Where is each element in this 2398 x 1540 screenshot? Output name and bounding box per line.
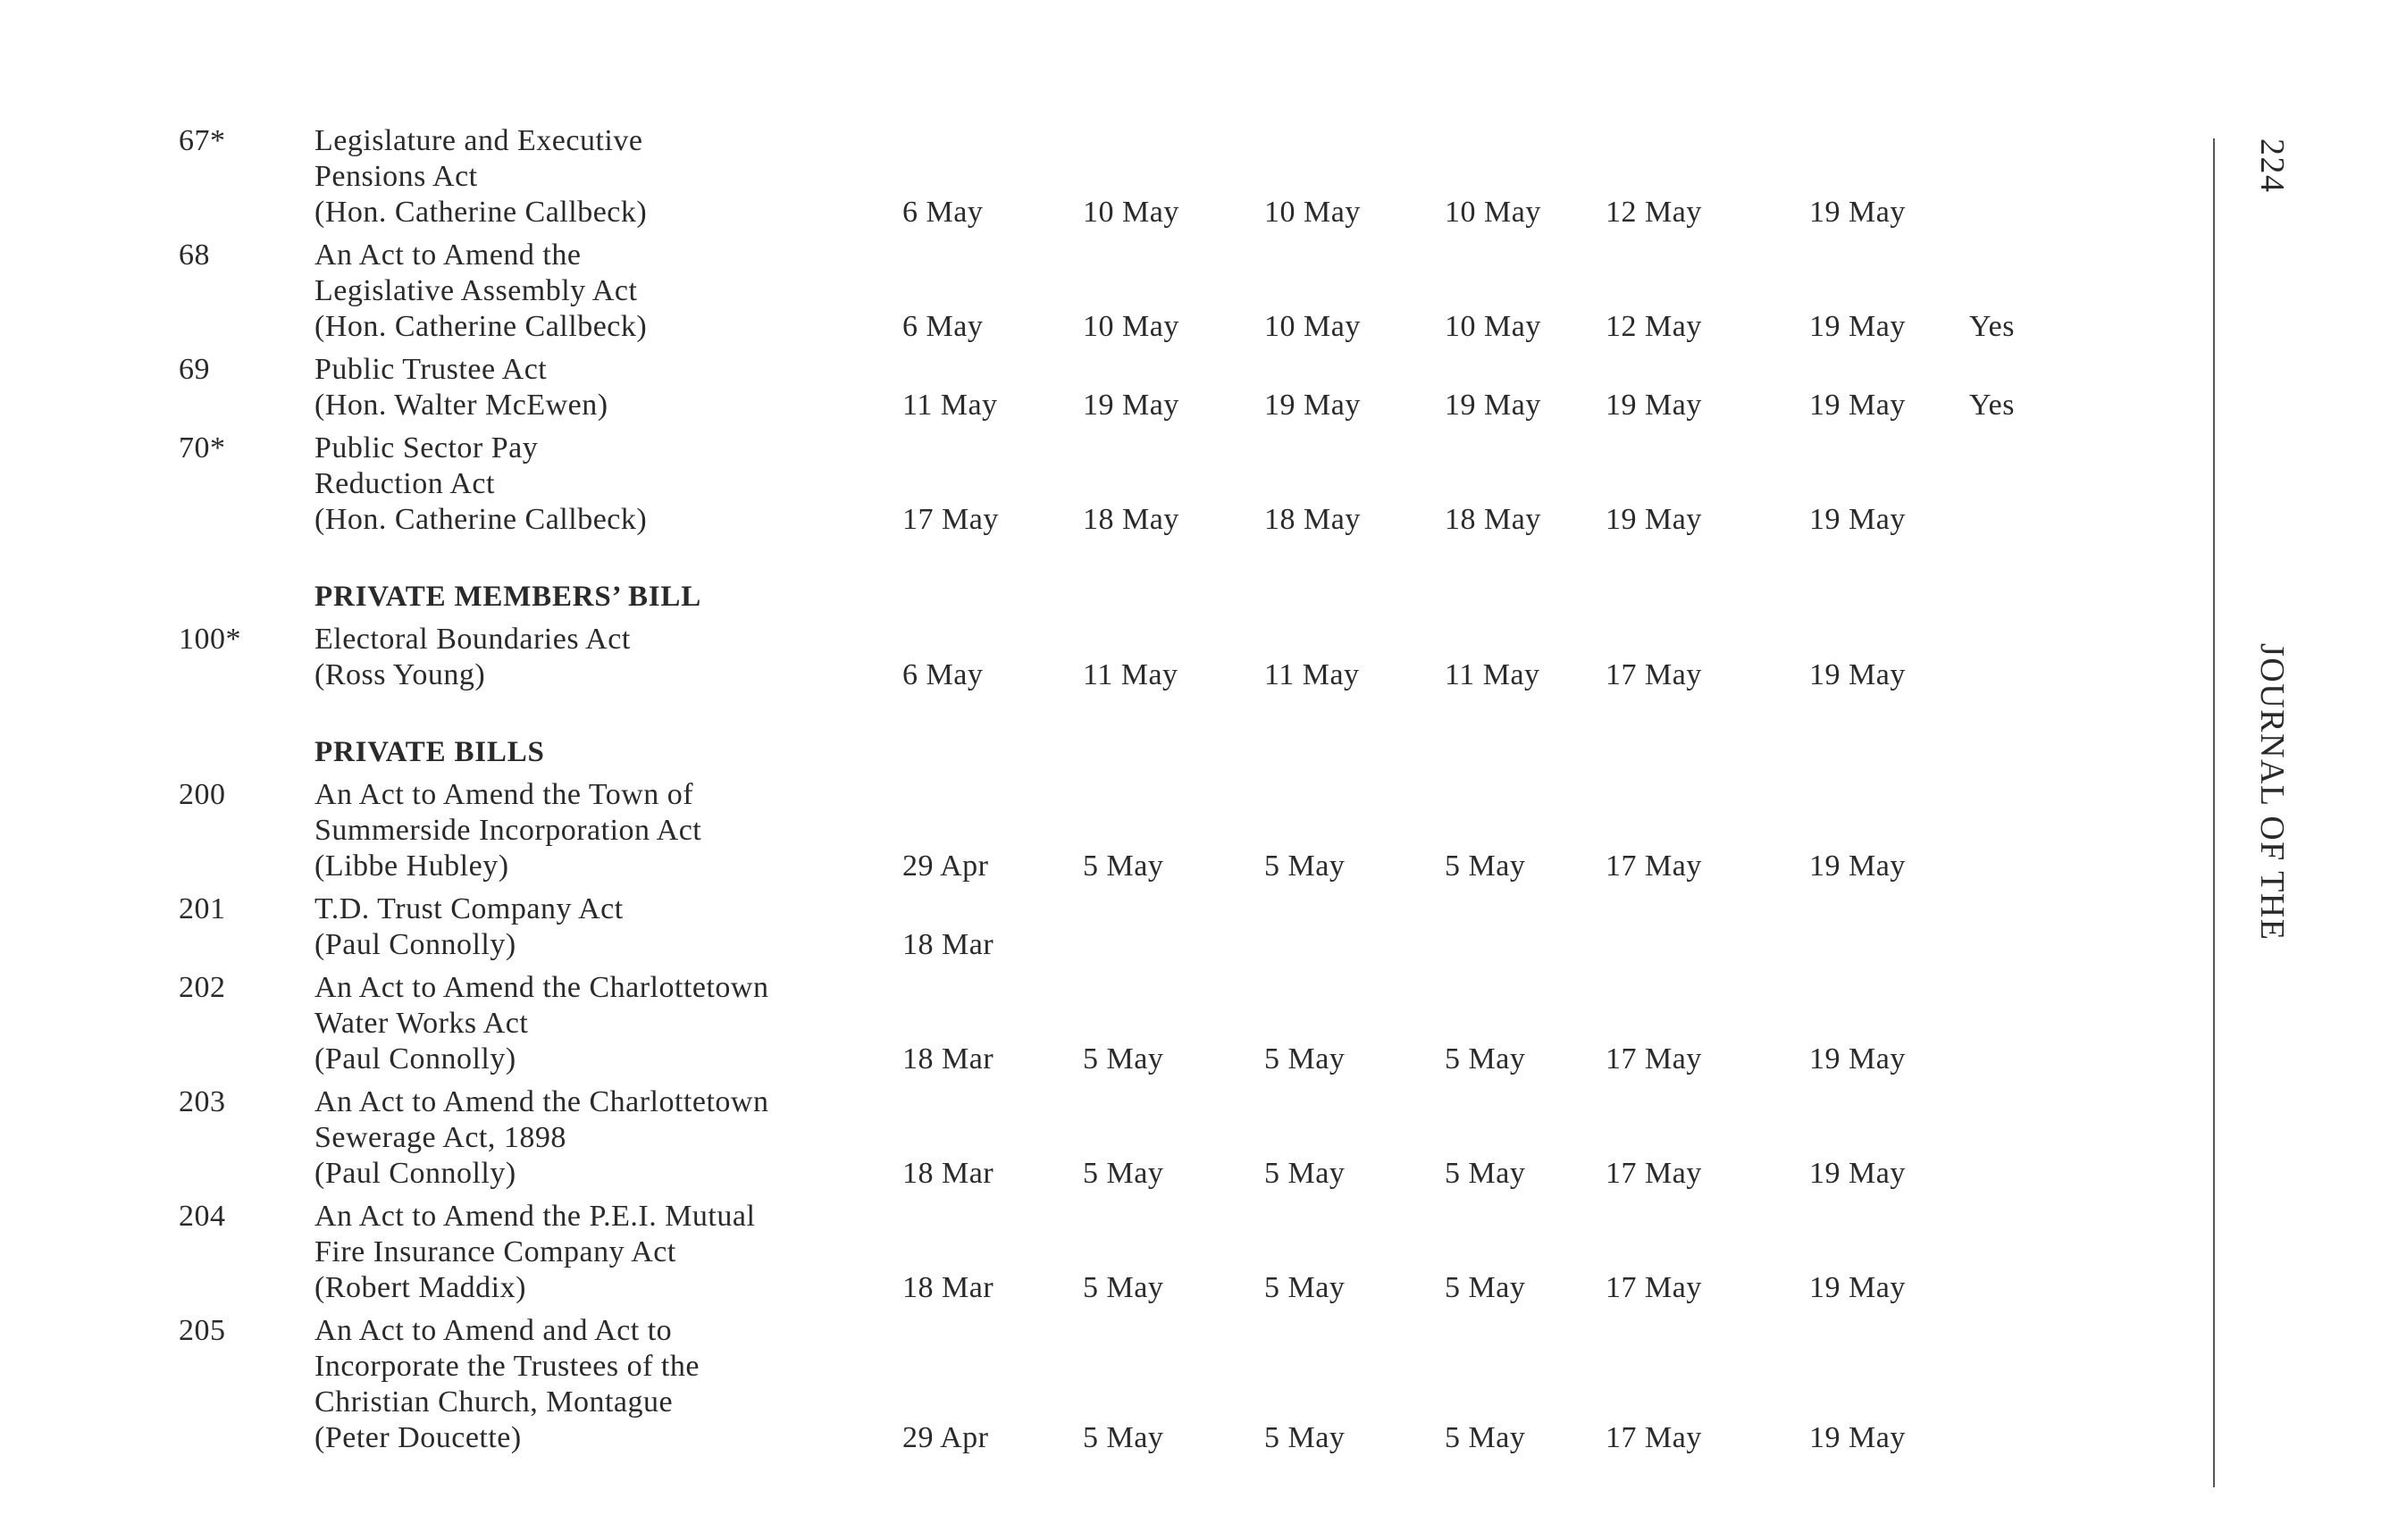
bill-title-line: An Act to Amend the bbox=[314, 239, 582, 272]
bill-date: 5 May bbox=[1445, 1157, 1526, 1190]
bill-title-line: (Hon. Catherine Callbeck) bbox=[314, 503, 648, 536]
bill-title-line: (Hon. Catherine Callbeck) bbox=[314, 310, 648, 343]
bill-title-line: Fire Insurance Company Act bbox=[314, 1235, 676, 1268]
bill-title-line: Public Trustee Act bbox=[314, 353, 548, 386]
margin-rule bbox=[2213, 138, 2215, 1487]
bill-title-line: An Act to Amend the Town of bbox=[314, 778, 694, 811]
bill-date: 5 May bbox=[1264, 1271, 1346, 1304]
bill-number: 68 bbox=[179, 239, 210, 272]
bill-date: 5 May bbox=[1264, 1421, 1346, 1454]
bill-date: 11 May bbox=[1264, 658, 1360, 691]
bill-date: 19 May bbox=[1809, 196, 1906, 229]
bill-number: 205 bbox=[179, 1314, 226, 1347]
bill-title-line: Reduction Act bbox=[314, 467, 495, 500]
bill-number: 67* bbox=[179, 124, 226, 157]
bill-date: 10 May bbox=[1264, 310, 1361, 343]
bill-title-line: Sewerage Act, 1898 bbox=[314, 1121, 566, 1154]
bill-title-line: (Libbe Hubley) bbox=[314, 850, 509, 883]
bill-title-line: (Ross Young) bbox=[314, 658, 486, 691]
bill-title-line: Pensions Act bbox=[314, 160, 478, 193]
bill-title-line: Water Works Act bbox=[314, 1007, 529, 1040]
bill-date: 29 Apr bbox=[902, 1421, 989, 1454]
bill-date: 17 May bbox=[1606, 1421, 1702, 1454]
running-head: JOURNAL OF THE bbox=[2253, 643, 2291, 942]
bill-date: 18 Mar bbox=[902, 928, 994, 961]
bill-date: 17 May bbox=[1606, 658, 1702, 691]
bill-date: 17 May bbox=[1606, 850, 1702, 883]
bill-date: 17 May bbox=[1606, 1271, 1702, 1304]
bill-date: 6 May bbox=[902, 658, 984, 691]
bill-date: 19 May bbox=[1809, 503, 1906, 536]
bill-date: 12 May bbox=[1606, 310, 1702, 343]
bill-title-line: Christian Church, Montague bbox=[314, 1385, 674, 1419]
bill-date: 19 May bbox=[1809, 1157, 1906, 1190]
bill-date: 18 May bbox=[1445, 503, 1541, 536]
bill-date: 17 May bbox=[1606, 1157, 1702, 1190]
bill-date: 5 May bbox=[1083, 850, 1164, 883]
bill-date: 5 May bbox=[1264, 850, 1346, 883]
bill-number: 200 bbox=[179, 778, 226, 811]
bill-title-line: (Paul Connolly) bbox=[314, 928, 516, 961]
bill-date: 29 Apr bbox=[902, 850, 989, 883]
bill-title-line: An Act to Amend the Charlottetown bbox=[314, 1085, 769, 1118]
bill-title-line: (Paul Connolly) bbox=[314, 1042, 516, 1075]
bill-title-line: Incorporate the Trustees of the bbox=[314, 1350, 700, 1383]
bill-date: 6 May bbox=[902, 310, 984, 343]
bill-date: 19 May bbox=[1809, 310, 1906, 343]
bill-date: 5 May bbox=[1264, 1042, 1346, 1075]
bill-date: 5 May bbox=[1083, 1042, 1164, 1075]
bill-note: Yes bbox=[1969, 310, 2015, 343]
bill-number: 202 bbox=[179, 971, 226, 1004]
bill-date: 5 May bbox=[1083, 1421, 1164, 1454]
bill-title-line: T.D. Trust Company Act bbox=[314, 892, 624, 925]
bill-number: 100* bbox=[179, 623, 241, 656]
bill-date: 19 May bbox=[1606, 503, 1702, 536]
bill-date: 10 May bbox=[1083, 310, 1179, 343]
bill-date: 11 May bbox=[1445, 658, 1540, 691]
bill-number: 203 bbox=[179, 1085, 226, 1118]
bill-date: 5 May bbox=[1445, 1421, 1526, 1454]
bill-date: 11 May bbox=[1083, 658, 1178, 691]
bill-date: 12 May bbox=[1606, 196, 1702, 229]
bill-title-line: (Hon. Walter McEwen) bbox=[314, 389, 608, 422]
bill-date: 6 May bbox=[902, 196, 984, 229]
bill-note: Yes bbox=[1969, 389, 2015, 422]
bill-date: 17 May bbox=[1606, 1042, 1702, 1075]
bill-title-line: Electoral Boundaries Act bbox=[314, 623, 631, 656]
bill-date: 11 May bbox=[902, 389, 998, 422]
bill-date: 19 May bbox=[1445, 389, 1541, 422]
bill-date: 10 May bbox=[1083, 196, 1179, 229]
bill-date: 5 May bbox=[1083, 1157, 1164, 1190]
section-heading: PRIVATE BILLS bbox=[314, 736, 545, 768]
bill-date: 18 May bbox=[1264, 503, 1361, 536]
bill-title-line: (Paul Connolly) bbox=[314, 1157, 516, 1190]
bill-title-line: (Peter Doucette) bbox=[314, 1421, 522, 1454]
bill-date: 5 May bbox=[1445, 1271, 1526, 1304]
bill-title-line: An Act to Amend the Charlottetown bbox=[314, 971, 769, 1004]
bill-date: 18 Mar bbox=[902, 1271, 994, 1304]
bill-date: 10 May bbox=[1445, 196, 1541, 229]
bill-date: 19 May bbox=[1083, 389, 1179, 422]
bill-number: 70* bbox=[179, 431, 226, 465]
bill-date: 19 May bbox=[1809, 1271, 1906, 1304]
bill-date: 10 May bbox=[1264, 196, 1361, 229]
bill-date: 10 May bbox=[1445, 310, 1541, 343]
bill-number: 69 bbox=[179, 353, 210, 386]
bill-title-line: Summerside Incorporation Act bbox=[314, 814, 702, 847]
bill-date: 18 Mar bbox=[902, 1042, 994, 1075]
bill-date: 19 May bbox=[1809, 658, 1906, 691]
bill-title-line: (Hon. Catherine Callbeck) bbox=[314, 196, 648, 229]
bill-date: 19 May bbox=[1809, 389, 1906, 422]
bill-title-line: Public Sector Pay bbox=[314, 431, 539, 465]
bill-date: 19 May bbox=[1809, 850, 1906, 883]
bill-date: 19 May bbox=[1809, 1042, 1906, 1075]
bill-date: 19 May bbox=[1606, 389, 1702, 422]
bill-number: 201 bbox=[179, 892, 226, 925]
section-heading: PRIVATE MEMBERS’ BILL bbox=[314, 581, 702, 613]
bill-title-line: An Act to Amend the P.E.I. Mutual bbox=[314, 1200, 756, 1233]
bill-number: 204 bbox=[179, 1200, 226, 1233]
bill-date: 19 May bbox=[1809, 1421, 1906, 1454]
page-number: 224 bbox=[2253, 138, 2291, 194]
bill-date: 19 May bbox=[1264, 389, 1361, 422]
bill-date: 5 May bbox=[1445, 850, 1526, 883]
bill-date: 5 May bbox=[1264, 1157, 1346, 1190]
bill-title-line: (Robert Maddix) bbox=[314, 1271, 526, 1304]
bill-date: 5 May bbox=[1445, 1042, 1526, 1075]
bill-title-line: Legislature and Executive bbox=[314, 124, 643, 157]
bill-date: 18 May bbox=[1083, 503, 1179, 536]
bill-title-line: An Act to Amend and Act to bbox=[314, 1314, 673, 1347]
bill-date: 17 May bbox=[902, 503, 999, 536]
bill-date: 18 Mar bbox=[902, 1157, 994, 1190]
bill-title-line: Legislative Assembly Act bbox=[314, 274, 638, 307]
bill-date: 5 May bbox=[1083, 1271, 1164, 1304]
